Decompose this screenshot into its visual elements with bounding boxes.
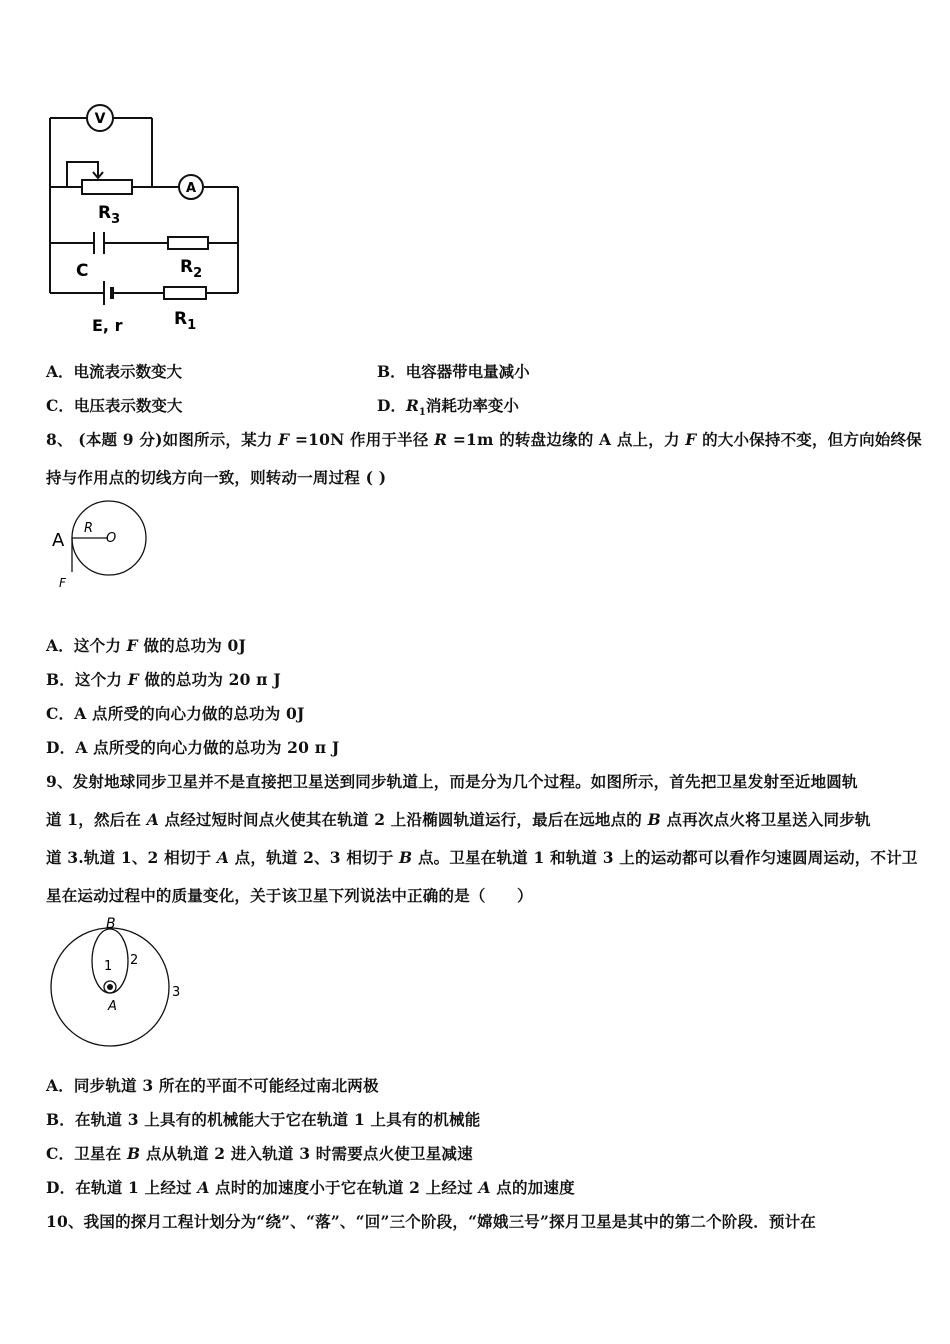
q8-option-c[interactable]: C．A 点所受的向心力做的总功为 0J (46, 704, 305, 723)
q8-option-a[interactable]: A．这个力 F 做的总功为 0J (46, 636, 247, 655)
q8-option-b[interactable]: B．这个力 F 做的总功为 20 π J (46, 670, 281, 689)
q7-option-d[interactable]: D．$R_1$消耗功率变小 (377, 396, 519, 419)
r1-label: $R_1$ (174, 309, 197, 333)
q9-stem-line3: 道 3.轨道 1、2 相切于 A 点，轨道 2、3 相切于 B 点。卫星在轨道 1 和轨道 3 上的运动都可以看作匀速圆周运动，不计卫 (46, 848, 918, 867)
q9-option-b[interactable]: B．在轨道 3 上具有的机械能大于它在轨道 1 上具有的机械能 (46, 1110, 481, 1129)
capacitor-label: C (76, 261, 89, 281)
q8-stem-line1: 8、 (本题 9 分)如图所示，某力 F =10N 作用于半径 R =1m 的转盘边缘的 A 点上，力 F 的大小保持不变，但方向始终保 (46, 430, 922, 449)
q9-stem-line1: 9、发射地球同步卫星并不是直接把卫星送到同步轨道上，而是分为几个过程。如图所示，首先把卫星发射至近地圆轨 (46, 772, 858, 791)
q9-option-c[interactable]: C．卫星在 B 点从轨道 2 进入轨道 3 时需要点火使卫星减速 (46, 1144, 473, 1163)
turntable-diagram (46, 496, 156, 596)
q8-stem-line2: 持与作用点的切线方向一致，则转动一周过程 ( ) (46, 468, 387, 487)
q10-stem-line1: 10、我国的探月工程计划分为“绕”、“落”、“回”三个阶段，“嫦娥三号”探月卫星是其中的第二个阶段．预计在 (46, 1212, 816, 1231)
circuit-diagram (40, 100, 260, 340)
voltmeter-label: V (94, 111, 106, 127)
r3-label: $R_3$ (98, 203, 121, 227)
q9-option-a[interactable]: A．同步轨道 3 所在的平面不可能经过南北两极 (46, 1076, 379, 1095)
point-a-label: A (108, 999, 117, 1014)
center-o-label: O (106, 531, 117, 546)
q8-option-d[interactable]: D．A 点所受的向心力做的总功为 20 π J (46, 738, 340, 757)
orbit-3-label: 3 (172, 985, 181, 1000)
ammeter-label: A (185, 181, 197, 196)
force-f-label: F (59, 576, 66, 590)
radius-label: R (84, 521, 94, 536)
q9-stem-line4: 星在运动过程中的质量变化，关于该卫星下列说法中正确的是（ ） (46, 886, 533, 905)
r2-label: $R_2$ (180, 257, 203, 281)
orbit-2-label: 2 (130, 953, 139, 968)
orbit-diagram (46, 914, 196, 1052)
point-a-label: A (52, 530, 65, 551)
q9-option-d[interactable]: D．在轨道 1 上经过 A 点时的加速度小于它在轨道 2 上经过 A 点的加速度 (46, 1178, 575, 1197)
orbit-1-label: 1 (104, 959, 113, 974)
q9-stem-line2: 道 1，然后在 A 点经过短时间点火使其在轨道 2 上沿椭圆轨道运行，最后在远地点的 B 点再次点火将卫星送入同步轨 (46, 810, 871, 829)
source-label: E, r (92, 316, 123, 335)
point-b-label: B (106, 916, 116, 932)
q7-option-a[interactable]: A．电流表示数变大 (46, 362, 183, 381)
q7-option-b[interactable]: B．电容器带电量减小 (377, 362, 530, 381)
q7-option-c[interactable]: C．电压表示数变大 (46, 396, 183, 415)
